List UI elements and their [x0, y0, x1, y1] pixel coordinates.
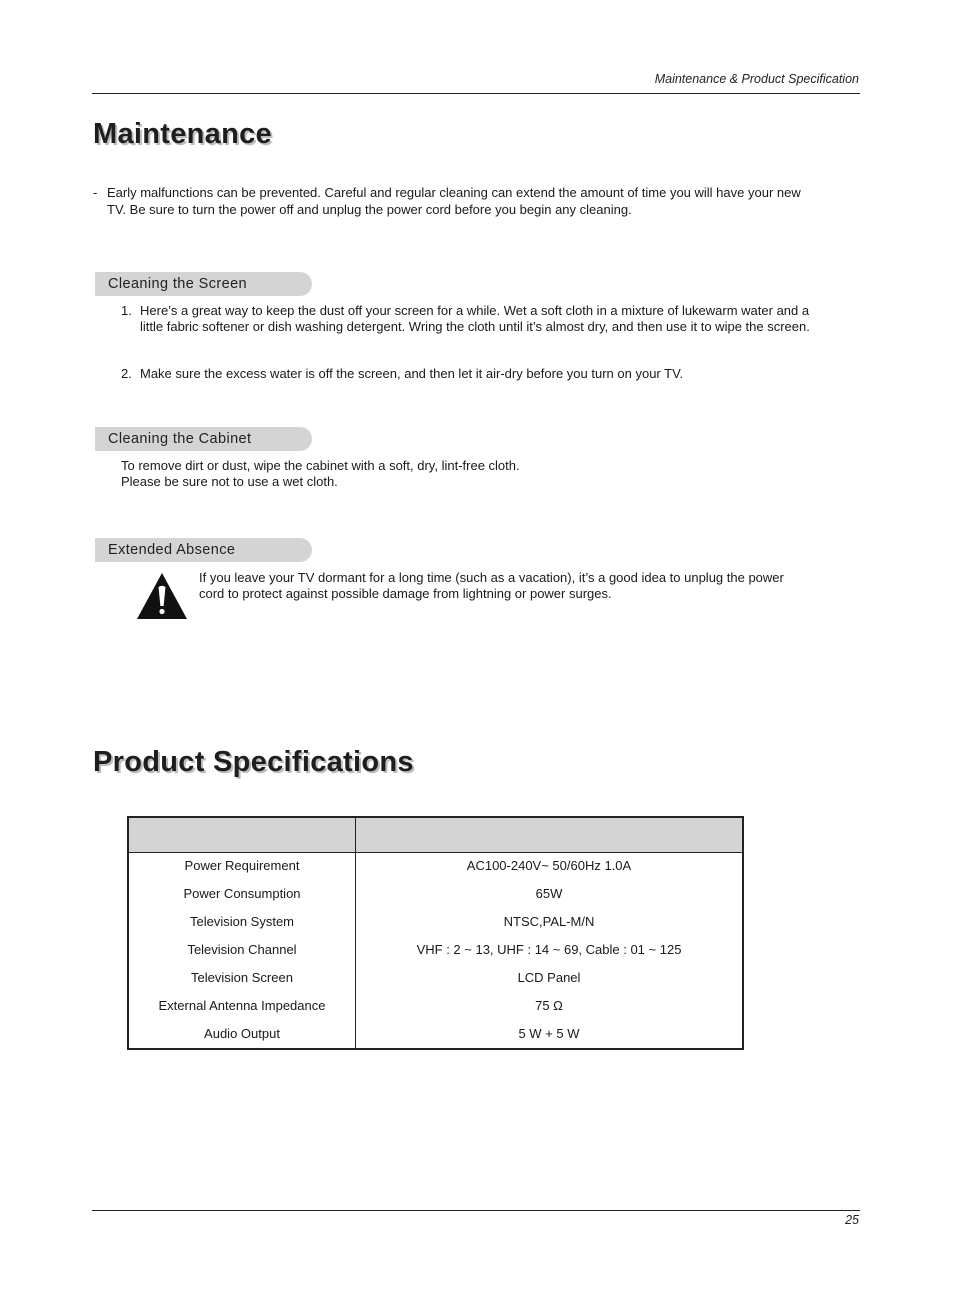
cabinet-line: Please be sure not to use a wet cloth.: [121, 473, 338, 489]
section-heading-cleaning-screen: Cleaning the Screen: [95, 272, 312, 296]
table-row: [129, 908, 742, 936]
spec-label: Power Requirement: [184, 858, 300, 873]
spec-label: Television Channel: [187, 942, 297, 957]
maintenance-title: Maintenance: [93, 118, 272, 150]
spec-label: Television System: [189, 914, 295, 929]
section-heading-cleaning-cabinet: Cleaning the Cabinet: [95, 427, 312, 451]
spec-value: VHF : 2 ~ 13, UHF : 14 ~ 69, Cable : 01 ~ 125: [416, 942, 682, 957]
intro-paragraph: [93, 184, 813, 218]
table-row: [129, 992, 742, 1020]
table-row: [129, 880, 742, 908]
specifications-title: Product Specifications: [93, 746, 414, 778]
spec-label: Power Consumption: [183, 886, 301, 901]
spec-value: NTSC,PAL-M/N: [503, 914, 595, 929]
spec-value: 75 Ω: [535, 998, 563, 1013]
extended-absence-text: If you leave your TV dormant for a long time (such as a vacation), it’s a good idea to unplug the power cord to protect against possible damage from lightning or power surges.: [199, 570, 784, 601]
table-row: [129, 936, 742, 964]
footer-rule: [92, 1210, 860, 1211]
spec-value: LCD Panel: [517, 970, 581, 985]
list-item: [121, 366, 821, 382]
list-item-number: 2.: [121, 366, 132, 381]
spec-value: AC100-240V~ 50/60Hz 1.0A: [466, 858, 632, 873]
header-rule: [92, 93, 860, 94]
table-header-row: [129, 818, 742, 853]
specifications-table: [127, 816, 744, 1050]
spec-label: Television Screen: [191, 970, 293, 985]
warning-triangle-icon: [136, 572, 188, 620]
cabinet-text: [121, 458, 821, 489]
spec-label: Audio Output: [204, 1026, 280, 1041]
spec-label: External Antenna Impedance: [158, 998, 326, 1013]
list-item-text: Make sure the excess water is off the screen, and then let it air-dry before you turn on your TV.: [140, 366, 684, 381]
table-row: [129, 852, 742, 880]
list-item-text: Here’s a great way to keep the dust off your screen for a while. Wet a soft cloth in a mixture of lukewarm water and a little fabric softener or dish washing detergent. Wring the cloth until it’s almost dry, and then use it to wipe the screen.: [140, 303, 810, 334]
bullet-dash: -: [93, 185, 98, 200]
intro-text: Early malfunctions can be prevented. Careful and regular cleaning can extend the amount of time you will have your new TV. Be sure to turn the power off and unplug the power cord before you begin any cleaning.: [107, 185, 801, 217]
spec-value: 5 W + 5 W: [518, 1026, 580, 1041]
list-item: [121, 303, 821, 334]
spec-value: 65W: [535, 886, 563, 901]
page-number: 25: [845, 1213, 859, 1227]
list-item-number: 1.: [121, 303, 132, 318]
table-row: [129, 1020, 742, 1048]
cabinet-line: To remove dirt or dust, wipe the cabinet with a soft, dry, lint-free cloth.: [121, 458, 520, 473]
section-heading-extended-absence: Extended Absence: [95, 538, 312, 562]
running-header-title: Maintenance & Product Specification: [654, 72, 859, 86]
table-row: [129, 964, 742, 992]
